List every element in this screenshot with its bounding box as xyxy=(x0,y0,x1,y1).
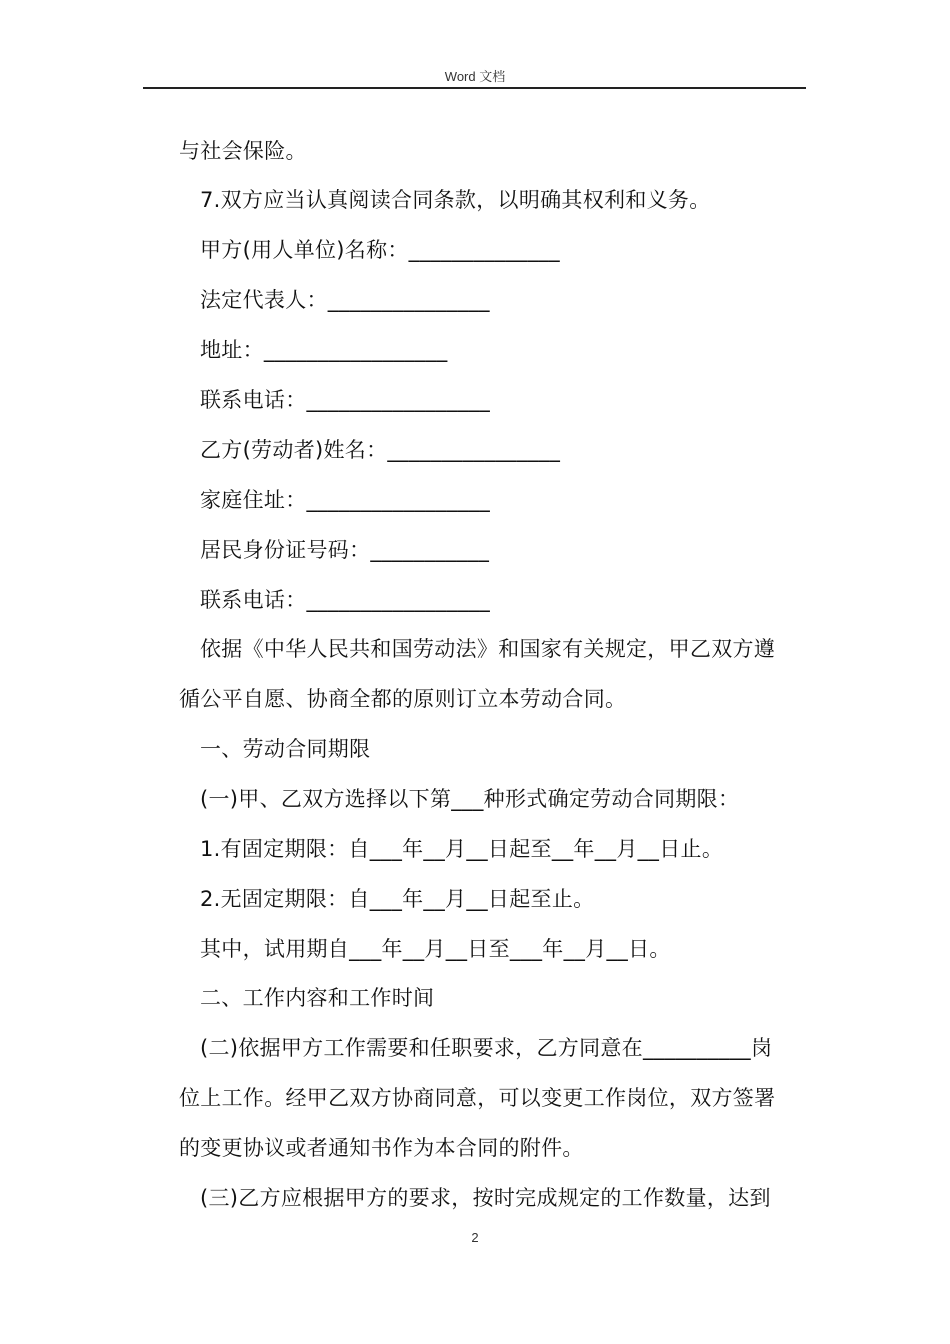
form-field-employer-phone: 联系电话：_________________ xyxy=(200,388,491,412)
paragraph-line: 其中，试用期自___年__月__日至___年__月__日。 xyxy=(200,937,671,961)
paragraph-line: 循公平自愿、协商全都的原则订立本劳动合同。 xyxy=(179,687,627,711)
form-field-employer-name: 甲方(用人单位)名称：______________ xyxy=(200,238,560,262)
paragraph-line: 的变更协议或者通知书作为本合同的附件。 xyxy=(179,1136,584,1160)
section-heading: 二、工作内容和工作时间 xyxy=(200,986,435,1010)
form-field-legal-representative: 法定代表人：_______________ xyxy=(200,288,490,312)
form-field-home-address: 家庭住址：_________________ xyxy=(200,488,491,512)
paragraph-line: 与社会保险。 xyxy=(179,139,307,163)
paragraph-line: 7.双方应当认真阅读合同条款，以明确其权利和义务。 xyxy=(200,188,711,212)
section-heading: 一、劳动合同期限 xyxy=(200,737,371,761)
paragraph-line: (一)甲、乙双方选择以下第___种形式确定劳动合同期限： xyxy=(200,787,740,811)
paragraph-line: (二)依据甲方工作需要和任职要求，乙方同意在__________岗 xyxy=(200,1036,773,1060)
form-field-employee-name: 乙方(劳动者)姓名：________________ xyxy=(200,438,561,462)
page-number: 2 xyxy=(471,1230,479,1245)
paragraph-line: 依据《中华人民共和国劳动法》和国家有关规定，甲乙双方遵 xyxy=(200,637,776,661)
header-title: Word 文档 xyxy=(444,69,506,84)
paragraph-line: 位上工作。经甲乙双方协商同意，可以变更工作岗位，双方签署 xyxy=(179,1086,776,1110)
form-field-address: 地址：_________________ xyxy=(200,338,448,362)
paragraph-line: 2.无固定期限：自___年__月__日起至止。 xyxy=(200,887,595,911)
paragraph-line: 1.有固定期限：自___年__月__日起至__年__月__日止。 xyxy=(200,837,724,861)
header-divider xyxy=(143,87,806,89)
form-field-id-number: 居民身份证号码：___________ xyxy=(200,538,490,562)
paragraph-line: (三)乙方应根据甲方的要求，按时完成规定的工作数量，达到 xyxy=(200,1186,771,1210)
form-field-employee-phone: 联系电话：_________________ xyxy=(200,588,491,612)
